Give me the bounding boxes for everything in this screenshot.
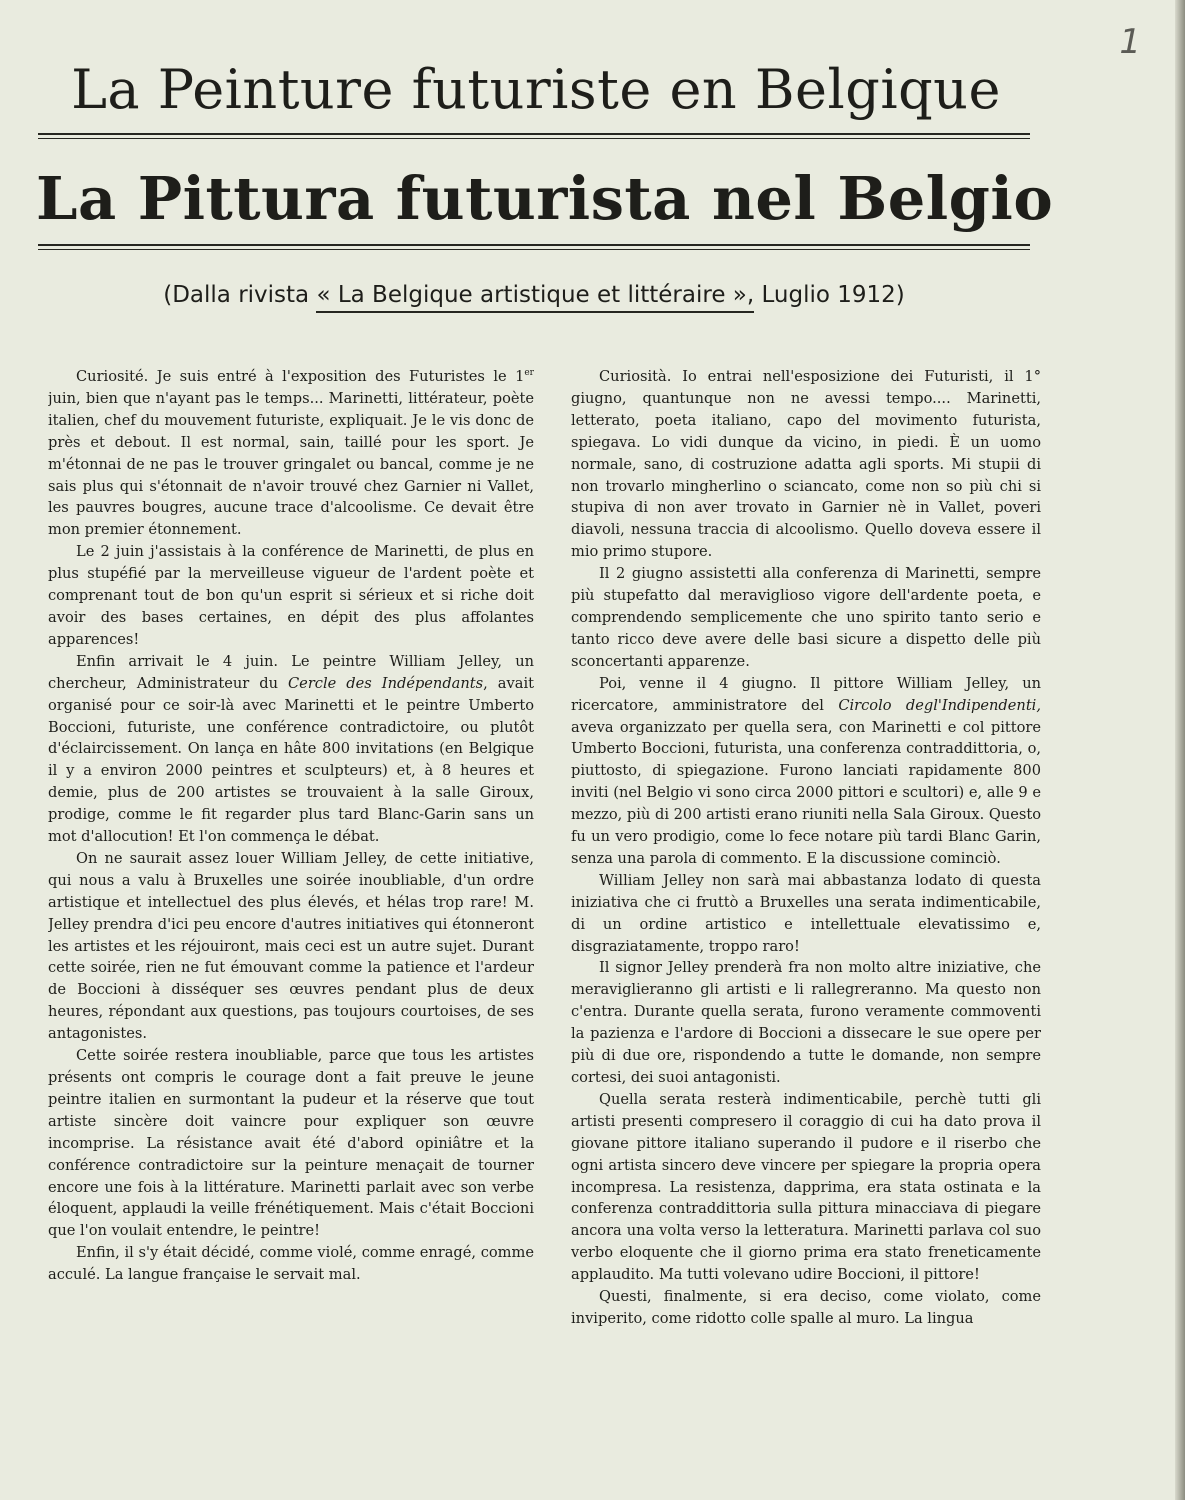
page-edge-shadow <box>1175 0 1185 1500</box>
title-french: La Peinture futuriste en Belgique <box>71 58 1001 121</box>
title-rule <box>38 133 1030 139</box>
french-column <box>48 366 534 1446</box>
title-italian: La Pittura futurista nel Belgio <box>36 164 1054 233</box>
paragraph: Le 2 juin j'assistais à la conférence de Marinetti, de plus en plus stupéfié par la merveilleuse vigueur de l'ardent poète et comprenant tout de bon qu'un esprit si sérieux et si riche doit avoir des bases certaines, en dépit des plus affolantes apparences! <box>48 543 534 648</box>
italian-column <box>571 366 1041 1446</box>
paragraph: William Jelley non sarà mai abbastanza lodato di questa iniziativa che ci fruttò a Bruxelles una serata indimenticabile, di un ordine artistico e intellettuale elevatissimo e, disgraziatamente, troppo raro! <box>571 871 1041 955</box>
paragraph: Enfin arrivait le 4 juin. Le peintre William Jelley, un chercheur, Administrateur du Cercle des Indépendants, avait organisé pour ce soir-là avec Marinetti et le peintre Umberto Boccioni, futuriste, une conférence contradictoire, ou plutôt d'éclaircissement. On lança en hâte 800 invitations (en Belgique il y a environ 2000 peintres et sculpteurs) et, à 8 heures et demie, plus de 200 artistes se trouvaient à la salle Giroux, prodige, comme le fit regarder plus tard Blanc-Garin sans un mot d'allocution! Et l'on commença le débat. <box>48 652 534 846</box>
page-number: 1 <box>1119 22 1141 62</box>
source-suffix: Luglio 1912) <box>761 282 905 308</box>
paragraph: Enfin, il s'y était décidé, comme violé, comme enragé, comme acculé. La langue française le servait mal. <box>48 1244 534 1284</box>
paragraph: Curiosité. Je suis entré à l'exposition des Futuristes le 1er juin, bien que n'ayant pas le temps... Marinetti, littérateur, poète italien, chef du mouvement futuriste, expliquait. Je le vis donc de près et debout. Il est normal, sain, taillé pour les sport. Je m'étonnai de ne pas le trouver gringalet ou bancal, comme je ne sais plus qui s'étonnait de n'avoir trouvé chez Garnier ni Vallet, les pauvres bougres, aucune trace d'alcoolisme. Ce devait être mon premier étonnement. <box>48 368 534 539</box>
paragraph: On ne saurait assez louer William Jelley, de cette initiative, qui nous a valu à Bruxelles une soirée inoubliable, d'un ordre artistique et intellectuel des plus élevés, et hélas trop rare! M. Jelley prendra d'ici peu encore d'autres initiatives qui étonneront les artistes et les réjouiront, mais ceci est un autre sujet. Durant cette soirée, rien ne fut émouvant comme la patience et l'ardeur de Boccioni à disséquer ses œuvres pendant plus de deux heures, répondant aux questions, pas toujours courtoises, de ses antagonistes. <box>48 849 534 1043</box>
source-magazine: « La Belgique artistique et littéraire », <box>316 282 754 313</box>
paragraph: Curiosità. Io entrai nell'esposizione dei Futuristi, il 1° giugno, quantunque non ne avessi tempo.... Marinetti, letterato, poeta italiano, capo del movimento futurista, spiegava. Lo vidi dunque da vicino, in piedi. È un uomo normale, sano, di costruzione adatta agli sports. Mi stupii di non trovarlo mingherlino o sciancato, come non so più chi si stupiva di non aver trovato in Garnier nè in Vallet, poveri diavoli, nessuna traccia di alcoolismo. Quello doveva essere il mio primo stupore. <box>571 368 1041 561</box>
title-rule <box>38 244 1030 250</box>
paragraph: Poi, venne il 4 giugno. Il pittore William Jelley, un ricercatore, amministratore del Circolo degl'Indipendenti, aveva organizzato per quella sera, con Marinetti e col pittore Umberto Boccioni, futurista, una conferenza contraddittoria, o, piuttosto, di spiegazione. Furono lanciati rapidamente 800 inviti (nel Belgio vi sono circa 2000 pittori e scultori) e, alle 9 e mezzo, più di 200 artisti erano riuniti nella Sala Giroux. Questo fu un vero prodigio, come lo fece notare più tardi Blanc Garin, senza una parola di commento. E la discussione cominciò. <box>571 674 1041 867</box>
paragraph: Quella serata resterà indimenticabile, perchè tutti gli artisti presenti compresero il coraggio di cui ha dato prova il giovane pittore italiano superando il pudore e il riserbo che ogni artista sincero deve vincere per spiegare la propria opera incompresa. La resistenza, dapprima, era stata ostinata e la conferenza contraddittoria sulla pittura minacciava di piegare ancora una volta verso la letteratura. Marinetti parlava col suo verbo eloquente che il giorno prima era stato freneticamente applaudito. Ma tutti volevano udire Boccioni, il pittore! <box>571 1090 1041 1284</box>
paragraph: Questi, finalmente, si era deciso, come violato, come inviperito, come ridotto colle spalle al muro. La lingua <box>571 1288 1041 1327</box>
paragraph: Il 2 giugno assistetti alla conferenza di Marinetti, sempre più stupefatto dal meraviglioso vigore dell'ardente poeta, e comprendendo semplicemente che uno spirito tanto serio e tanto ricco deve avere delle basi sicure a dispetto delle più sconcertanti apparenze. <box>571 565 1041 670</box>
source-line <box>38 282 1030 308</box>
paragraph: Il signor Jelley prenderà fra non molto altre iniziative, che meraviglieranno gli artisti e li rallegreranno. Ma questo non c'entra. Durante quella serata, furono veramente commoventi la pazienza e l'ardore di Boccioni a dissecare le sue opere per più di due ore, rispondendo a tutte le domande, non sempre cortesi, dei suoi antagonisti. <box>571 959 1041 1086</box>
paragraph: Cette soirée restera inoubliable, parce que tous les artistes présents ont compris le courage dont a fait preuve le jeune peintre italien en surmontant la pudeur et la réserve que tout artiste sincère doit vaincre pour expliquer son œuvre incomprise. La résistance avait été d'abord opiniâtre et la conférence contradictoire sur la peinture menaçait de tourner encore une fois à la littérature. Marinetti parlait avec son verbe éloquent, applaudi la veille frénétiquement. Mais c'était Boccioni que l'on voulait entendre, le peintre! <box>48 1047 534 1240</box>
source-prefix: (Dalla rivista <box>163 282 310 308</box>
